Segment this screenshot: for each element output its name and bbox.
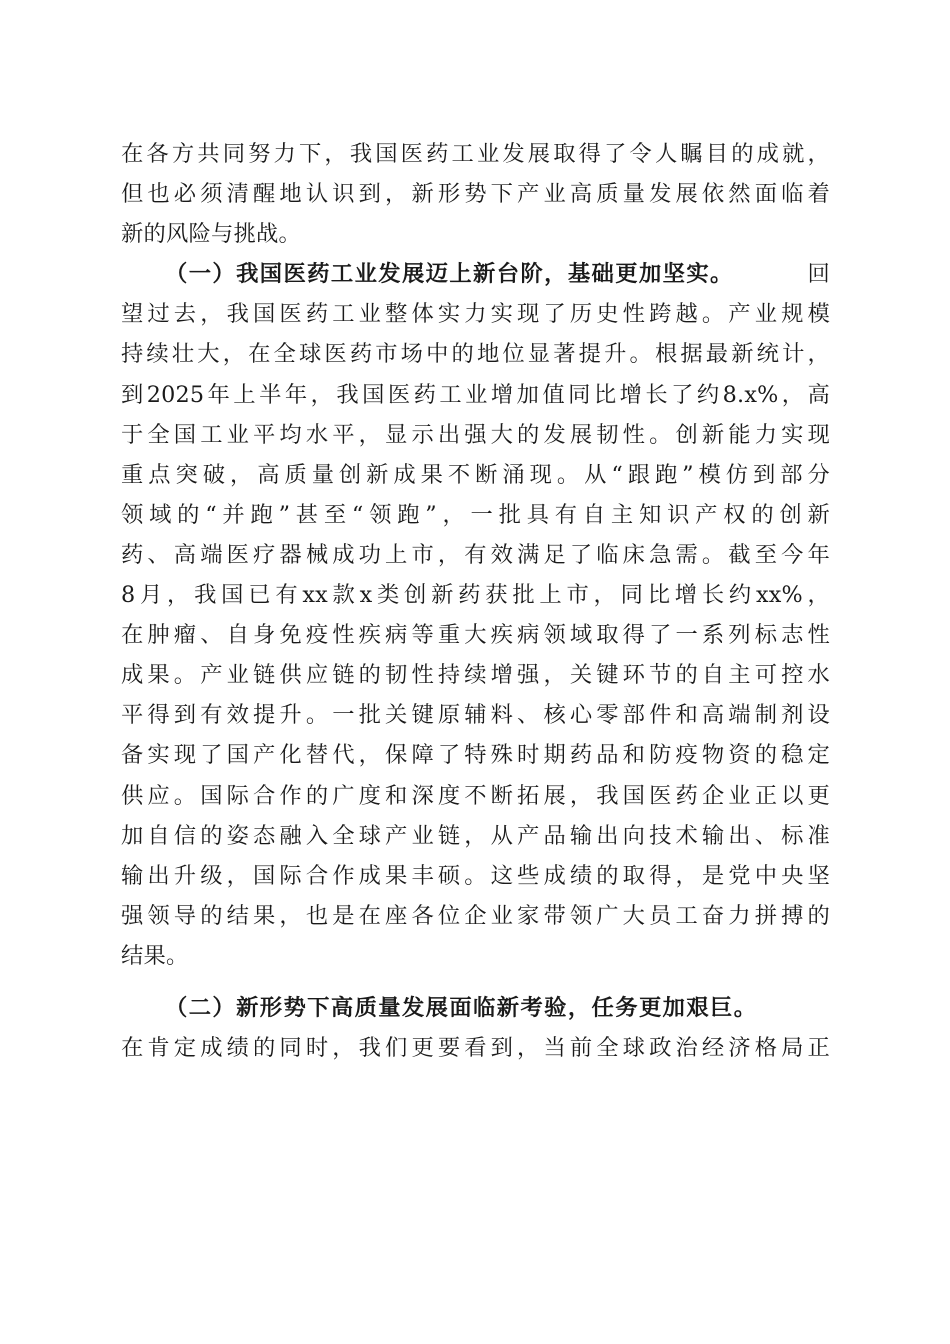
paragraph-line: 在肿瘤、自身免疫性疾病等重大疾病领域取得了一系列标志性 bbox=[121, 622, 830, 649]
paragraph-line: 领域的“并跑”甚至“领跑”，一批具有自主知识产权的创新 bbox=[121, 501, 830, 528]
paragraph-line: 新的风险与挑战。 bbox=[121, 221, 301, 248]
paragraph-line: 到2025年上半年，我国医药工业增加值同比增长了约8.x%，高 bbox=[121, 381, 830, 408]
section-heading-1: （一）我国医药工业发展迈上新台阶，基础更加坚实。 bbox=[165, 261, 734, 288]
section-heading-2: （二）新形势下高质量发展面临新考验，任务更加艰巨。 bbox=[165, 994, 758, 1021]
paragraph-line: 结果。 bbox=[121, 942, 189, 969]
paragraph-line: 输出升级，国际合作成果丰硕。这些成绩的取得，是党中央坚 bbox=[121, 862, 830, 889]
paragraph-line: 持续壮大，在全球医药市场中的地位显著提升。根据最新统计， bbox=[121, 341, 830, 368]
paragraph-gap bbox=[121, 976, 830, 988]
paragraph-line: 重点突破，高质量创新成果不断涌现。从“跟跑”模仿到部分 bbox=[121, 461, 830, 488]
paragraph-line: 于全国工业平均水平，显示出强大的发展韧性。创新能力实现 bbox=[121, 421, 830, 448]
paragraph-line: 供应。国际合作的广度和深度不断拓展，我国医药企业正以更 bbox=[121, 782, 830, 809]
section-heading-line-1 bbox=[121, 254, 830, 294]
document-body bbox=[121, 134, 830, 1068]
paragraph-line: 药、高端医疗器械成功上市，有效满足了临床急需。截至今年 bbox=[121, 541, 830, 568]
paragraph-line: 加自信的姿态融入全球产业链，从产品输出向技术输出、标准 bbox=[121, 822, 830, 849]
paragraph-line: 望过去，我国医药工业整体实力实现了历史性跨越。产业规模 bbox=[121, 301, 830, 328]
paragraph-line: 8月，我国已有xx款x类创新药获批上市，同比增长约xx%， bbox=[121, 582, 830, 609]
paragraph-line: 但也必须清醒地认识到，新形势下产业高质量发展依然面临着 bbox=[121, 181, 830, 208]
paragraph-line: 在各方共同努力下，我国医药工业发展取得了令人瞩目的成就， bbox=[121, 141, 830, 167]
paragraph-line: 强领导的结果，也是在座各位企业家带领广大员工奋力拼搏的 bbox=[121, 902, 830, 929]
paragraph-line: 备实现了国产化替代，保障了特殊时期药品和防疫物资的稳定 bbox=[121, 742, 830, 769]
paragraph-line: 平得到有效提升。一批关键原辅料、核心零部件和高端制剂设 bbox=[121, 702, 830, 729]
paragraph-line-continuation: 回 bbox=[807, 261, 830, 288]
paragraph-line: 在肯定成绩的同时，我们更要看到，当前全球政治经济格局正 bbox=[121, 1035, 830, 1062]
paragraph-line: 成果。产业链供应链的韧性持续增强，关键环节的自主可控水 bbox=[121, 662, 830, 689]
